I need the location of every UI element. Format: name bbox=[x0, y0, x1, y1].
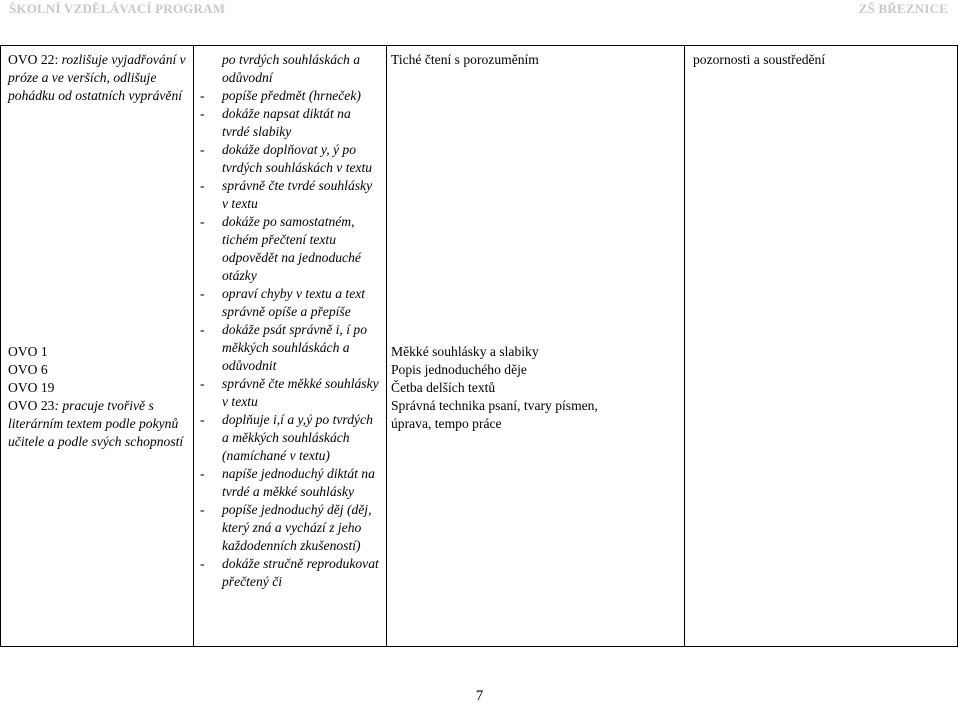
header-school-program: ŠKOLNÍ VZDĚLÁVACÍ PROGRAM bbox=[9, 1, 226, 16]
outcome-ovo22 bbox=[8, 51, 186, 105]
topic-silent-reading: Tiché čtení s porozuměním bbox=[391, 52, 539, 67]
column-divider bbox=[386, 46, 387, 646]
list-item: - opraví chyby v textu a text správně opíše a přepíše bbox=[200, 286, 366, 319]
crosscurricular-topic: pozornosti a soustředění bbox=[693, 52, 826, 67]
list-item: - dokáže stručně reprodukovat přečtený či bbox=[200, 556, 379, 589]
topic-item: Správná technika psaní, tvary písmen, úprava, tempo práce bbox=[391, 398, 598, 431]
topic-item: Popis jednoduchého děje bbox=[391, 362, 527, 377]
list-item: - napíše jednoduchý diktát na tvrdé a měkké souhlásky bbox=[200, 466, 375, 499]
column-divider bbox=[684, 46, 685, 646]
page-number: 7 bbox=[475, 688, 484, 704]
expected-outcomes bbox=[198, 51, 381, 591]
topic-list bbox=[391, 343, 601, 433]
list-item: - správně čte měkké souhlásky v textu bbox=[200, 376, 379, 409]
topic-item: Měkké souhlásky a slabiky bbox=[391, 344, 539, 359]
outcome-text: rozlišuje vyjadřování v próze a ve verších, odlišuje pohádku od ostatních vyprávění bbox=[8, 52, 186, 103]
outcome-label: OVO 19 bbox=[8, 380, 55, 395]
list-item: - popíše jednoduchý děj (děj, který zná a vychází z jeho každodenních zkušeností) bbox=[200, 502, 372, 553]
curriculum-table bbox=[0, 45, 958, 647]
topic-item: Četba delších textů bbox=[391, 380, 496, 395]
list-item: - dokáže po samostatném, tichém přečtení textu odpovědět na jednoduché otázky bbox=[200, 214, 361, 283]
header-school-name: ZŠ BŘEZNICE bbox=[858, 1, 948, 16]
outcome-intro: po tvrdých souhláskách a odůvodní bbox=[222, 52, 361, 85]
outcome-label: OVO 22: bbox=[8, 52, 59, 67]
outcome-label: OVO 1 bbox=[8, 344, 48, 359]
list-item: - doplňuje i,í a y,ý po tvrdých a měkkých souhláskách (namíchané v textu) bbox=[200, 412, 373, 463]
list-item: - dokáže doplňovat y, ý po tvrdých souhláskách v textu bbox=[200, 142, 373, 175]
list-item: - popíše předmět (hrneček) bbox=[200, 88, 361, 103]
outcome-text: : pracuje tvořivě s literárním textem podle pokynů učitele a podle svých schopností bbox=[8, 398, 184, 449]
list-item: - dokáže napsat diktát na tvrdé slabiky bbox=[200, 106, 351, 139]
list-item: - dokáže psát správně i, í po měkkých souhláskách a odůvodnit bbox=[200, 322, 367, 373]
outcome-label: OVO 6 bbox=[8, 362, 48, 377]
list-item: - správně čte tvrdé souhlásky v textu bbox=[200, 178, 373, 211]
outcome-group bbox=[8, 343, 186, 451]
outcome-label: OVO 23 bbox=[8, 398, 55, 413]
column-divider bbox=[193, 46, 194, 646]
